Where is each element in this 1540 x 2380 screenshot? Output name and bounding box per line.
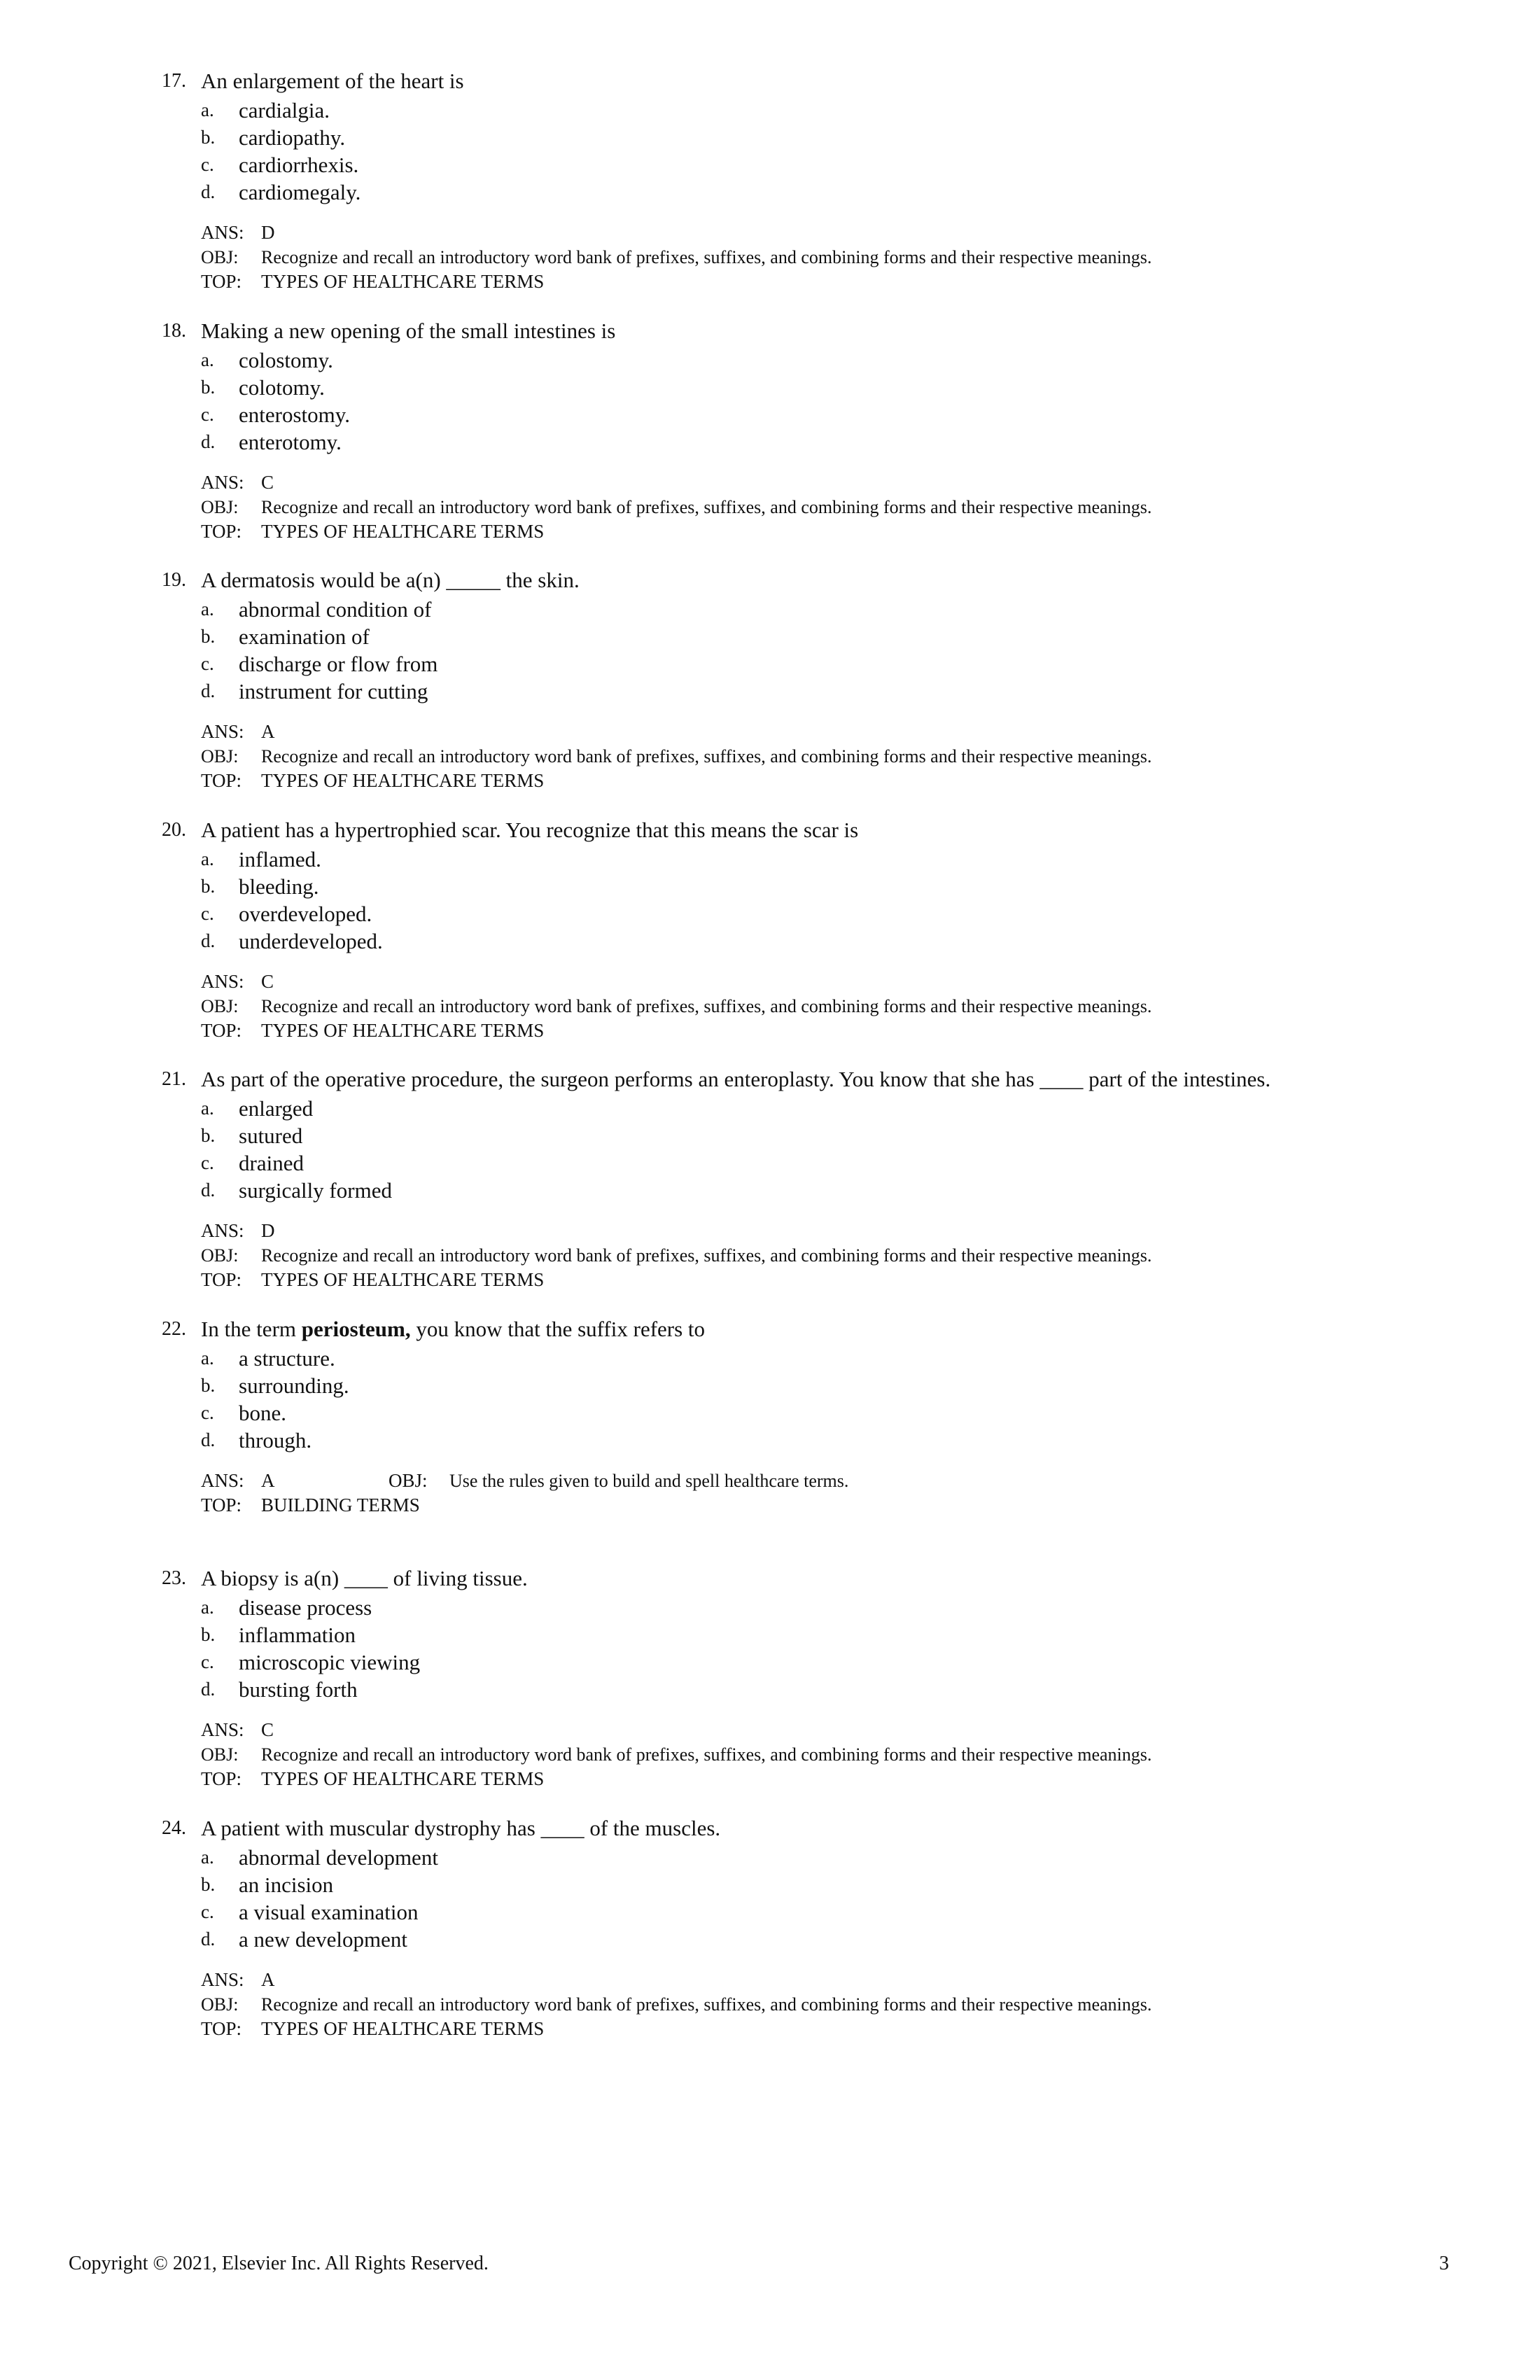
topic-value: TYPES OF HEALTHCARE TERMS <box>261 520 545 542</box>
answer-metadata <box>201 220 1517 294</box>
objective-label: OBJ: <box>201 1994 239 2015</box>
question-23 <box>0 1553 1540 1803</box>
answer-metadata <box>201 1718 1517 1791</box>
option-text: a visual examination <box>239 1899 419 1924</box>
question-number: 23. <box>162 1567 186 1589</box>
option-letter: a. <box>201 99 214 120</box>
option-text: an incision <box>239 1872 334 1897</box>
question-header <box>0 1314 1540 1345</box>
option-c <box>0 1149 1540 1177</box>
objective-value: Use the rules given to build and spell healthcare terms. <box>449 1470 849 1491</box>
question-number: 22. <box>162 1317 186 1340</box>
question-number: 18. <box>162 319 186 342</box>
option-text: bone. <box>239 1400 287 1425</box>
option-letter: c. <box>201 1900 214 1922</box>
answer-metadata <box>201 969 1517 1043</box>
answer-metadata <box>201 1469 1517 1518</box>
topic-label: TOP: <box>201 1494 242 1516</box>
option-a <box>0 1345 1540 1372</box>
option-c <box>0 401 1540 428</box>
page-number: 3 <box>1439 2253 1449 2274</box>
topic-label: TOP: <box>201 770 242 791</box>
option-b <box>0 374 1540 401</box>
option-text: through. <box>239 1427 312 1452</box>
option-text: microscopic viewing <box>239 1650 421 1674</box>
option-text: a new development <box>239 1926 408 1952</box>
question-24 <box>0 1803 1540 2053</box>
option-letter: c. <box>201 653 214 674</box>
option-letter: d. <box>201 680 216 701</box>
option-letter: b. <box>201 626 216 647</box>
objective-line <box>201 1992 1517 2017</box>
option-b <box>0 1621 1540 1648</box>
answer-label: ANS: <box>201 721 244 742</box>
option-d <box>0 178 1540 206</box>
option-letter: b. <box>201 127 216 148</box>
objective-label: OBJ: <box>388 1469 428 1491</box>
question-header <box>0 565 1540 596</box>
answer-line <box>201 1219 1517 1243</box>
answer-value: A <box>261 721 275 742</box>
option-text: inflamed. <box>239 846 321 872</box>
answer-metadata <box>201 720 1517 793</box>
option-b <box>0 1372 1540 1399</box>
topic-value: TYPES OF HEALTHCARE TERMS <box>261 1269 545 1290</box>
option-text: examination of <box>239 624 370 649</box>
option-list <box>0 346 1540 456</box>
option-text: bleeding. <box>239 874 319 899</box>
option-c <box>0 650 1540 678</box>
option-text: instrument for cutting <box>239 679 428 704</box>
answer-line <box>201 1469 1517 1493</box>
answer-metadata <box>201 470 1517 544</box>
option-list <box>0 1594 1540 1703</box>
question-19 <box>0 555 1540 805</box>
answer-value: A <box>261 1968 275 1990</box>
objective-value: Recognize and recall an introductory word bank of prefixes, suffixes, and combining forms and their respective meanings. <box>261 1994 1152 2015</box>
answer-value: D <box>261 222 275 243</box>
question-stem: A patient has a hypertrophied scar. You recognize that this means the scar is <box>201 817 859 842</box>
option-text: enlarged <box>239 1096 314 1121</box>
question-stem: As part of the operative procedure, the surgeon performs an enteroplasty. You know that she has ____ part of the intestines. <box>201 1067 1271 1091</box>
option-letter: d. <box>201 1180 216 1200</box>
objective-label: OBJ: <box>201 995 239 1016</box>
option-letter: c. <box>201 154 214 175</box>
question-number: 19. <box>162 569 186 591</box>
option-text: underdeveloped. <box>239 928 383 953</box>
option-text: sutured <box>239 1124 303 1148</box>
option-list <box>0 1844 1540 1953</box>
option-letter: a. <box>201 1098 214 1119</box>
answer-label: ANS: <box>201 222 244 243</box>
question-header <box>0 66 1540 97</box>
option-a <box>0 596 1540 623</box>
option-letter: c. <box>201 902 214 924</box>
option-a <box>0 846 1540 873</box>
question-list <box>0 56 1540 2052</box>
option-a <box>0 1095 1540 1122</box>
topic-value: TYPES OF HEALTHCARE TERMS <box>261 770 545 791</box>
topic-line <box>201 1767 1517 1791</box>
option-letter: b. <box>201 875 216 897</box>
objective-label: OBJ: <box>201 1245 239 1266</box>
option-text: surgically formed <box>239 1178 392 1203</box>
option-c <box>0 1399 1540 1427</box>
objective-value: Recognize and recall an introductory word bank of prefixes, suffixes, and combining forms and their respective meanings. <box>261 1744 1152 1765</box>
topic-label: TOP: <box>201 271 242 292</box>
objective-line <box>201 245 1517 270</box>
topic-line <box>201 1018 1517 1043</box>
option-letter: d. <box>201 181 216 202</box>
option-letter: c. <box>201 1651 214 1672</box>
option-text: drained <box>239 1151 304 1175</box>
option-text: cardiorrhexis. <box>239 153 359 177</box>
option-a <box>0 1844 1540 1871</box>
question-header <box>0 1563 1540 1594</box>
option-d <box>0 1427 1540 1454</box>
option-letter: a. <box>201 1846 214 1868</box>
answer-line <box>201 220 1517 245</box>
option-a <box>0 97 1540 124</box>
objective-value: Recognize and recall an introductory word bank of prefixes, suffixes, and combining forms and their respective meanings. <box>261 746 1152 766</box>
answer-label: ANS: <box>201 970 244 992</box>
option-text: inflammation <box>239 1623 356 1647</box>
option-letter: b. <box>201 1873 216 1895</box>
stem-bold-term: periosteum, <box>301 1316 411 1341</box>
topic-label: TOP: <box>201 520 242 542</box>
objective-label: OBJ: <box>201 1744 239 1765</box>
topic-label: TOP: <box>201 1768 242 1789</box>
topic-line <box>201 769 1517 793</box>
topic-label: TOP: <box>201 2017 242 2039</box>
option-text: enterostomy. <box>239 402 350 427</box>
question-stem: A patient with muscular dystrophy has ____ of the muscles. <box>201 1815 721 1840</box>
objective-line <box>201 1243 1517 1268</box>
answer-value: A <box>261 1469 275 1491</box>
question-22 <box>0 1304 1540 1554</box>
answer-value: C <box>261 1719 274 1740</box>
option-letter: d. <box>201 1429 216 1450</box>
topic-label: TOP: <box>201 1269 242 1290</box>
option-text: a structure. <box>239 1345 335 1371</box>
page-footer <box>0 2250 1540 2278</box>
objective-value: Recognize and recall an introductory word bank of prefixes, suffixes, and combining forms and their respective meanings. <box>261 1245 1152 1266</box>
option-d <box>0 1926 1540 1953</box>
topic-value: TYPES OF HEALTHCARE TERMS <box>261 271 545 292</box>
answer-value: C <box>261 970 274 992</box>
option-d <box>0 927 1540 955</box>
option-b <box>0 873 1540 900</box>
option-text: discharge or flow from <box>239 652 438 676</box>
option-c <box>0 1648 1540 1676</box>
objective-line <box>201 1742 1517 1767</box>
objective-line <box>201 994 1517 1018</box>
option-text: bursting forth <box>239 1677 358 1702</box>
option-text: colotomy. <box>239 374 325 400</box>
option-text: cardiomegaly. <box>239 180 361 204</box>
option-letter: d. <box>201 1928 216 1949</box>
question-21 <box>0 1054 1540 1304</box>
option-text: abnormal development <box>239 1844 438 1870</box>
topic-line <box>201 1268 1517 1292</box>
option-text: abnormal condition of <box>239 597 432 622</box>
option-d <box>0 1177 1540 1204</box>
topic-line <box>201 1493 1517 1518</box>
option-a <box>0 346 1540 374</box>
option-letter: a. <box>201 848 214 869</box>
option-text: cardiopathy. <box>239 125 346 150</box>
option-c <box>0 1898 1540 1926</box>
option-list <box>0 97 1540 206</box>
option-letter: d. <box>201 430 216 452</box>
objective-value: Recognize and recall an introductory word bank of prefixes, suffixes, and combining forms and their respective meanings. <box>261 995 1152 1016</box>
option-d <box>0 428 1540 456</box>
stem-text-before: In the term <box>201 1316 302 1341</box>
objective-value: Recognize and recall an introductory word bank of prefixes, suffixes, and combining forms and their respective meanings. <box>261 247 1152 267</box>
answer-metadata <box>201 1219 1517 1292</box>
option-letter: d. <box>201 1679 216 1700</box>
option-letter: b. <box>201 1125 216 1146</box>
option-b <box>0 623 1540 650</box>
option-letter: a. <box>201 349 214 370</box>
topic-value: TYPES OF HEALTHCARE TERMS <box>261 1768 545 1789</box>
answer-label: ANS: <box>201 471 244 493</box>
question-header <box>0 815 1540 846</box>
topic-value: BUILDING TERMS <box>261 1494 420 1516</box>
question-number: 24. <box>162 1816 186 1839</box>
option-list <box>0 1345 1540 1454</box>
option-text: overdeveloped. <box>239 901 372 926</box>
objective-value: Recognize and recall an introductory word bank of prefixes, suffixes, and combining forms and their respective meanings. <box>261 496 1152 517</box>
question-header <box>0 1064 1540 1095</box>
question-number: 21. <box>162 1068 186 1090</box>
option-text: disease process <box>239 1595 372 1620</box>
topic-line <box>201 2017 1517 2041</box>
objective-label: OBJ: <box>201 496 239 517</box>
answer-label: ANS: <box>201 1968 244 1990</box>
option-b <box>0 1122 1540 1149</box>
answer-label: ANS: <box>201 1220 244 1241</box>
option-text: colostomy. <box>239 347 333 372</box>
option-d <box>0 1676 1540 1703</box>
option-list <box>0 596 1540 705</box>
copyright-notice: Copyright © 2021, Elsevier Inc. All Rights Reserved. <box>69 2253 489 2274</box>
objective-line <box>201 744 1517 769</box>
question-stem: A biopsy is a(n) ____ of living tissue. <box>201 1566 528 1590</box>
topic-label: TOP: <box>201 1019 242 1041</box>
option-list <box>0 1095 1540 1204</box>
option-letter: b. <box>201 376 216 398</box>
option-c <box>0 151 1540 178</box>
answer-line <box>201 720 1517 744</box>
answer-label: ANS: <box>201 1469 244 1491</box>
answer-line <box>201 969 1517 994</box>
answer-value: D <box>261 1220 275 1241</box>
answer-label: ANS: <box>201 1719 244 1740</box>
stem-text-after: you know that the suffix refers to <box>410 1316 706 1341</box>
topic-line <box>201 519 1517 544</box>
option-c <box>0 900 1540 927</box>
objective-label: OBJ: <box>201 746 239 766</box>
option-letter: a. <box>201 1597 214 1618</box>
answer-value: C <box>261 471 274 493</box>
option-letter: c. <box>201 1152 214 1173</box>
option-text: enterotomy. <box>239 429 342 454</box>
question-stem: Making a new opening of the small intestines is <box>201 318 616 343</box>
option-d <box>0 678 1540 705</box>
option-letter: b. <box>201 1624 216 1645</box>
question-stem: An enlargement of the heart is <box>201 69 464 93</box>
option-a <box>0 1594 1540 1621</box>
option-letter: b. <box>201 1374 216 1396</box>
question-number: 17. <box>162 70 186 92</box>
topic-value: TYPES OF HEALTHCARE TERMS <box>261 2017 545 2039</box>
question-18 <box>0 306 1540 556</box>
answer-line <box>201 470 1517 495</box>
topic-line <box>201 270 1517 294</box>
question-17 <box>0 56 1540 306</box>
option-text: surrounding. <box>239 1373 349 1398</box>
option-b <box>0 124 1540 151</box>
option-letter: a. <box>201 598 214 620</box>
answer-line <box>201 1718 1517 1742</box>
question-stem <box>201 1314 705 1345</box>
objective-line <box>201 495 1517 519</box>
option-letter: d. <box>201 930 216 951</box>
option-list <box>0 846 1540 955</box>
option-letter: c. <box>201 1401 214 1423</box>
question-header <box>0 1813 1540 1844</box>
question-stem: A dermatosis would be a(n) _____ the skin. <box>201 568 580 592</box>
question-header <box>0 316 1540 346</box>
objective-label: OBJ: <box>201 247 239 267</box>
option-letter: a. <box>201 1347 214 1368</box>
answer-metadata <box>201 1968 1517 2041</box>
option-letter: c. <box>201 403 214 425</box>
option-text: cardialgia. <box>239 98 330 122</box>
question-number: 20. <box>162 818 186 841</box>
question-20 <box>0 805 1540 1055</box>
topic-value: TYPES OF HEALTHCARE TERMS <box>261 1019 545 1041</box>
answer-line <box>201 1968 1517 1992</box>
option-b <box>0 1871 1540 1898</box>
